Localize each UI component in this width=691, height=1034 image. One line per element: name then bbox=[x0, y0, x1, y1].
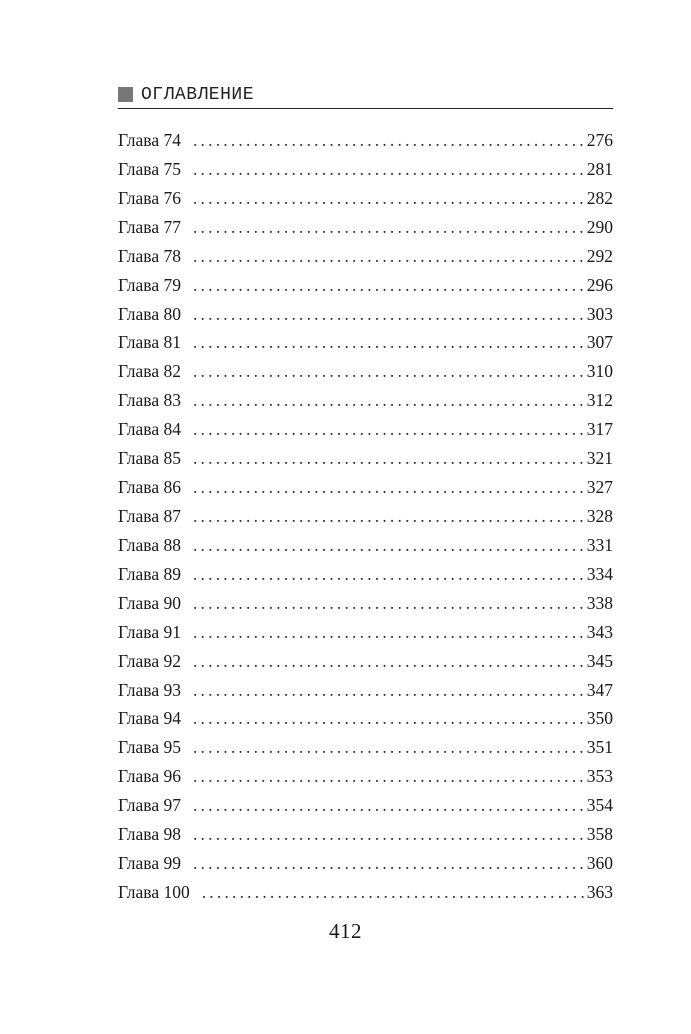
toc-entry[interactable] bbox=[118, 849, 613, 878]
toc-entry[interactable] bbox=[118, 126, 613, 155]
toc-entry[interactable] bbox=[118, 184, 613, 213]
toc-entry-page: 312 bbox=[586, 390, 613, 411]
toc-dot-leader bbox=[193, 762, 585, 791]
toc-dot-leader bbox=[193, 357, 585, 386]
toc-dot-leader bbox=[193, 300, 585, 329]
toc-dot-leader bbox=[193, 213, 585, 242]
toc-dot-leader bbox=[193, 560, 585, 589]
toc-entry-page: 353 bbox=[586, 766, 613, 787]
toc-entry-page: 276 bbox=[586, 130, 613, 150]
toc-entry-label: Глава 86 bbox=[118, 477, 181, 498]
section-title: ОГЛАВЛЕНИЕ bbox=[141, 85, 255, 105]
toc-entry-page: 310 bbox=[586, 361, 613, 382]
section-header bbox=[118, 84, 613, 109]
page-number: 412 bbox=[329, 919, 362, 943]
toc-entry[interactable] bbox=[118, 386, 613, 415]
toc-dot-leader bbox=[193, 589, 585, 618]
toc-dot-leader bbox=[193, 704, 585, 733]
toc-entry-page: 292 bbox=[586, 245, 613, 266]
toc-entry[interactable] bbox=[118, 300, 613, 329]
toc-entry-page: 360 bbox=[586, 853, 613, 874]
toc-entry-label: Глава 78 bbox=[118, 245, 181, 266]
toc-entry-label: Глава 96 bbox=[118, 766, 181, 787]
toc-entry-label: Глава 75 bbox=[118, 158, 181, 179]
toc-entry-page: 317 bbox=[586, 419, 613, 440]
toc-dot-leader bbox=[193, 444, 585, 473]
toc-entry[interactable] bbox=[118, 213, 613, 242]
toc-entry[interactable] bbox=[118, 357, 613, 386]
toc-entry-label: Глава 84 bbox=[118, 419, 181, 440]
toc-entry[interactable] bbox=[118, 704, 613, 733]
toc-entry-page: 334 bbox=[586, 563, 613, 584]
toc-entry[interactable] bbox=[118, 560, 613, 589]
toc-dot-leader bbox=[202, 878, 585, 907]
toc-entry[interactable] bbox=[118, 328, 613, 357]
toc-entry[interactable] bbox=[118, 415, 613, 444]
toc-entry[interactable] bbox=[118, 502, 613, 531]
toc-entry-page: 343 bbox=[586, 621, 613, 642]
toc-dot-leader bbox=[193, 531, 585, 560]
toc-entry[interactable] bbox=[118, 791, 613, 820]
toc-entry-label: Глава 74 bbox=[118, 130, 181, 150]
toc-entry-page: 350 bbox=[586, 708, 613, 729]
toc-entry-page: 328 bbox=[586, 505, 613, 526]
toc-entry-label: Глава 87 bbox=[118, 505, 181, 526]
toc-entry[interactable] bbox=[118, 618, 613, 647]
toc-entry-label: Глава 82 bbox=[118, 361, 181, 382]
toc-dot-leader bbox=[193, 184, 585, 213]
toc-entry-label: Глава 99 bbox=[118, 853, 181, 874]
toc-dot-leader bbox=[193, 676, 585, 705]
toc-entry[interactable] bbox=[118, 878, 613, 907]
toc-entry-label: Глава 98 bbox=[118, 824, 181, 845]
table-of-contents bbox=[118, 126, 613, 907]
toc-entry-label: Глава 100 bbox=[118, 881, 190, 902]
toc-entry-label: Глава 95 bbox=[118, 737, 181, 758]
header-square-marker bbox=[118, 87, 133, 102]
toc-entry-label: Глава 89 bbox=[118, 563, 181, 584]
toc-dot-leader bbox=[193, 849, 585, 878]
toc-entry[interactable] bbox=[118, 647, 613, 676]
toc-entry-page: 296 bbox=[586, 274, 613, 295]
toc-dot-leader bbox=[193, 328, 585, 357]
toc-entry-page: 338 bbox=[586, 592, 613, 613]
toc-entry-page: 363 bbox=[586, 881, 613, 902]
toc-entry-label: Глава 91 bbox=[118, 621, 181, 642]
toc-entry-page: 307 bbox=[586, 332, 613, 353]
toc-entry-label: Глава 77 bbox=[118, 216, 181, 237]
toc-entry[interactable] bbox=[118, 473, 613, 502]
toc-dot-leader bbox=[193, 647, 585, 676]
toc-entry-page: 351 bbox=[586, 737, 613, 758]
toc-entry-label: Глава 88 bbox=[118, 534, 181, 555]
toc-entry-label: Глава 94 bbox=[118, 708, 181, 729]
toc-dot-leader bbox=[193, 473, 585, 502]
toc-entry-page: 281 bbox=[586, 158, 613, 179]
toc-entry-page: 303 bbox=[586, 303, 613, 324]
toc-entry[interactable] bbox=[118, 531, 613, 560]
toc-dot-leader bbox=[193, 155, 585, 184]
toc-entry-label: Глава 76 bbox=[118, 187, 181, 208]
toc-entry-page: 358 bbox=[586, 824, 613, 845]
toc-dot-leader bbox=[193, 733, 585, 762]
toc-entry-page: 331 bbox=[586, 534, 613, 555]
toc-dot-leader bbox=[193, 386, 585, 415]
toc-entry-page: 345 bbox=[586, 650, 613, 671]
toc-dot-leader bbox=[193, 502, 585, 531]
toc-entry-label: Глава 97 bbox=[118, 795, 181, 816]
toc-entry-page: 354 bbox=[586, 795, 613, 816]
toc-entry-page: 282 bbox=[586, 187, 613, 208]
toc-entry-label: Глава 85 bbox=[118, 448, 181, 469]
toc-entry-label: Глава 92 bbox=[118, 650, 181, 671]
toc-entry[interactable] bbox=[118, 242, 613, 271]
toc-dot-leader bbox=[193, 820, 585, 849]
toc-entry[interactable] bbox=[118, 444, 613, 473]
toc-dot-leader bbox=[193, 271, 585, 300]
toc-entry-label: Глава 79 bbox=[118, 274, 181, 295]
toc-entry-label: Глава 93 bbox=[118, 679, 181, 700]
toc-entry-label: Глава 80 bbox=[118, 303, 181, 324]
toc-entry-label: Глава 83 bbox=[118, 390, 181, 411]
toc-dot-leader bbox=[193, 791, 585, 820]
toc-entry[interactable] bbox=[118, 589, 613, 618]
toc-entry[interactable] bbox=[118, 820, 613, 849]
toc-entry-page: 347 bbox=[586, 679, 613, 700]
toc-entry[interactable] bbox=[118, 155, 613, 184]
toc-dot-leader bbox=[193, 618, 585, 647]
toc-entry-label: Глава 90 bbox=[118, 592, 181, 613]
toc-entry[interactable] bbox=[118, 271, 613, 300]
toc-entry-label: Глава 81 bbox=[118, 332, 181, 353]
toc-entry-page: 321 bbox=[586, 448, 613, 469]
toc-entry-page: 327 bbox=[586, 477, 613, 498]
toc-dot-leader bbox=[193, 415, 585, 444]
toc-dot-leader bbox=[193, 126, 585, 155]
toc-dot-leader bbox=[193, 242, 585, 271]
toc-entry[interactable] bbox=[118, 762, 613, 791]
toc-entry-page: 290 bbox=[586, 216, 613, 237]
toc-entry[interactable] bbox=[118, 676, 613, 705]
toc-entry[interactable] bbox=[118, 733, 613, 762]
